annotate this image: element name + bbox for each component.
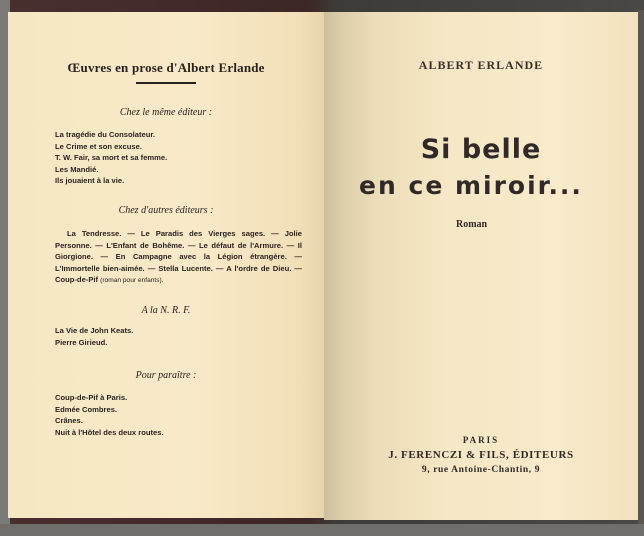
- list-item: Coup-de-Pif à Paris.: [55, 393, 128, 402]
- background-edge-right: [638, 10, 644, 524]
- genre-label: Roman: [456, 219, 488, 230]
- book-title-line-1: Si belle: [420, 134, 542, 165]
- publisher-name: J. FERENCZI & FILS, ÉDITEURS: [388, 449, 574, 461]
- list-item: T. W. Fair, sa mort et sa femme.: [55, 153, 168, 163]
- list-nrf: [55, 325, 133, 348]
- section-title-nrf: A la N. R. F.: [141, 305, 191, 316]
- list-forthcoming: [55, 392, 164, 438]
- other-publishers-paragraph: [55, 228, 302, 287]
- list-item: Pierre Girieud.: [55, 337, 108, 347]
- author-name: ALBERT ERLANDE: [418, 58, 544, 72]
- list-item: Crânes.: [55, 416, 83, 426]
- right-page-title-page: [324, 12, 638, 520]
- paragraph-text: La Tendresse. — Le Paradis des Vierges sages. — Jolie Personne. — L'Enfant de Bohême. — Le défaut de l'Armure. — Il Giorgione. — En Campagne avec la Légion étrangère. — L'Immortelle bien-aimée. — Stella Lucente. — A l'ordre de Dieu. — Coup-de-Pif: [55, 229, 302, 285]
- book-title-line-2: en ce miroir...: [359, 171, 583, 200]
- list-same-publisher: [55, 129, 167, 187]
- list-item: Ils jouaient à la vie.: [55, 176, 125, 186]
- publisher-address: 9, rue Antoine-Chantin, 9: [421, 465, 541, 475]
- list-item: Les Mandié.: [55, 164, 99, 174]
- list-item: La tragédie du Consolateur.: [55, 130, 156, 139]
- works-heading: Œuvres en prose d'Albert Erlande: [67, 60, 265, 75]
- list-item: Le Crime et son excuse.: [55, 141, 142, 151]
- section-title-same-publisher: Chez le même éditeur :: [119, 107, 213, 118]
- list-item: La Vie de John Keats.: [55, 326, 134, 335]
- left-page: [8, 12, 324, 518]
- list-item: Nuit à l'Hôtel des deux routes.: [55, 427, 164, 437]
- heading-rule: [136, 82, 196, 84]
- section-title-forthcoming: Pour paraître :: [135, 370, 197, 381]
- publisher-city: PARIS: [462, 435, 500, 445]
- background-edge-bottom: [0, 524, 644, 536]
- list-item: Edmée Combres.: [55, 404, 118, 414]
- section-title-other-publishers: Chez d'autres éditeurs :: [118, 205, 214, 216]
- paragraph-note: (roman pour enfants).: [100, 277, 164, 285]
